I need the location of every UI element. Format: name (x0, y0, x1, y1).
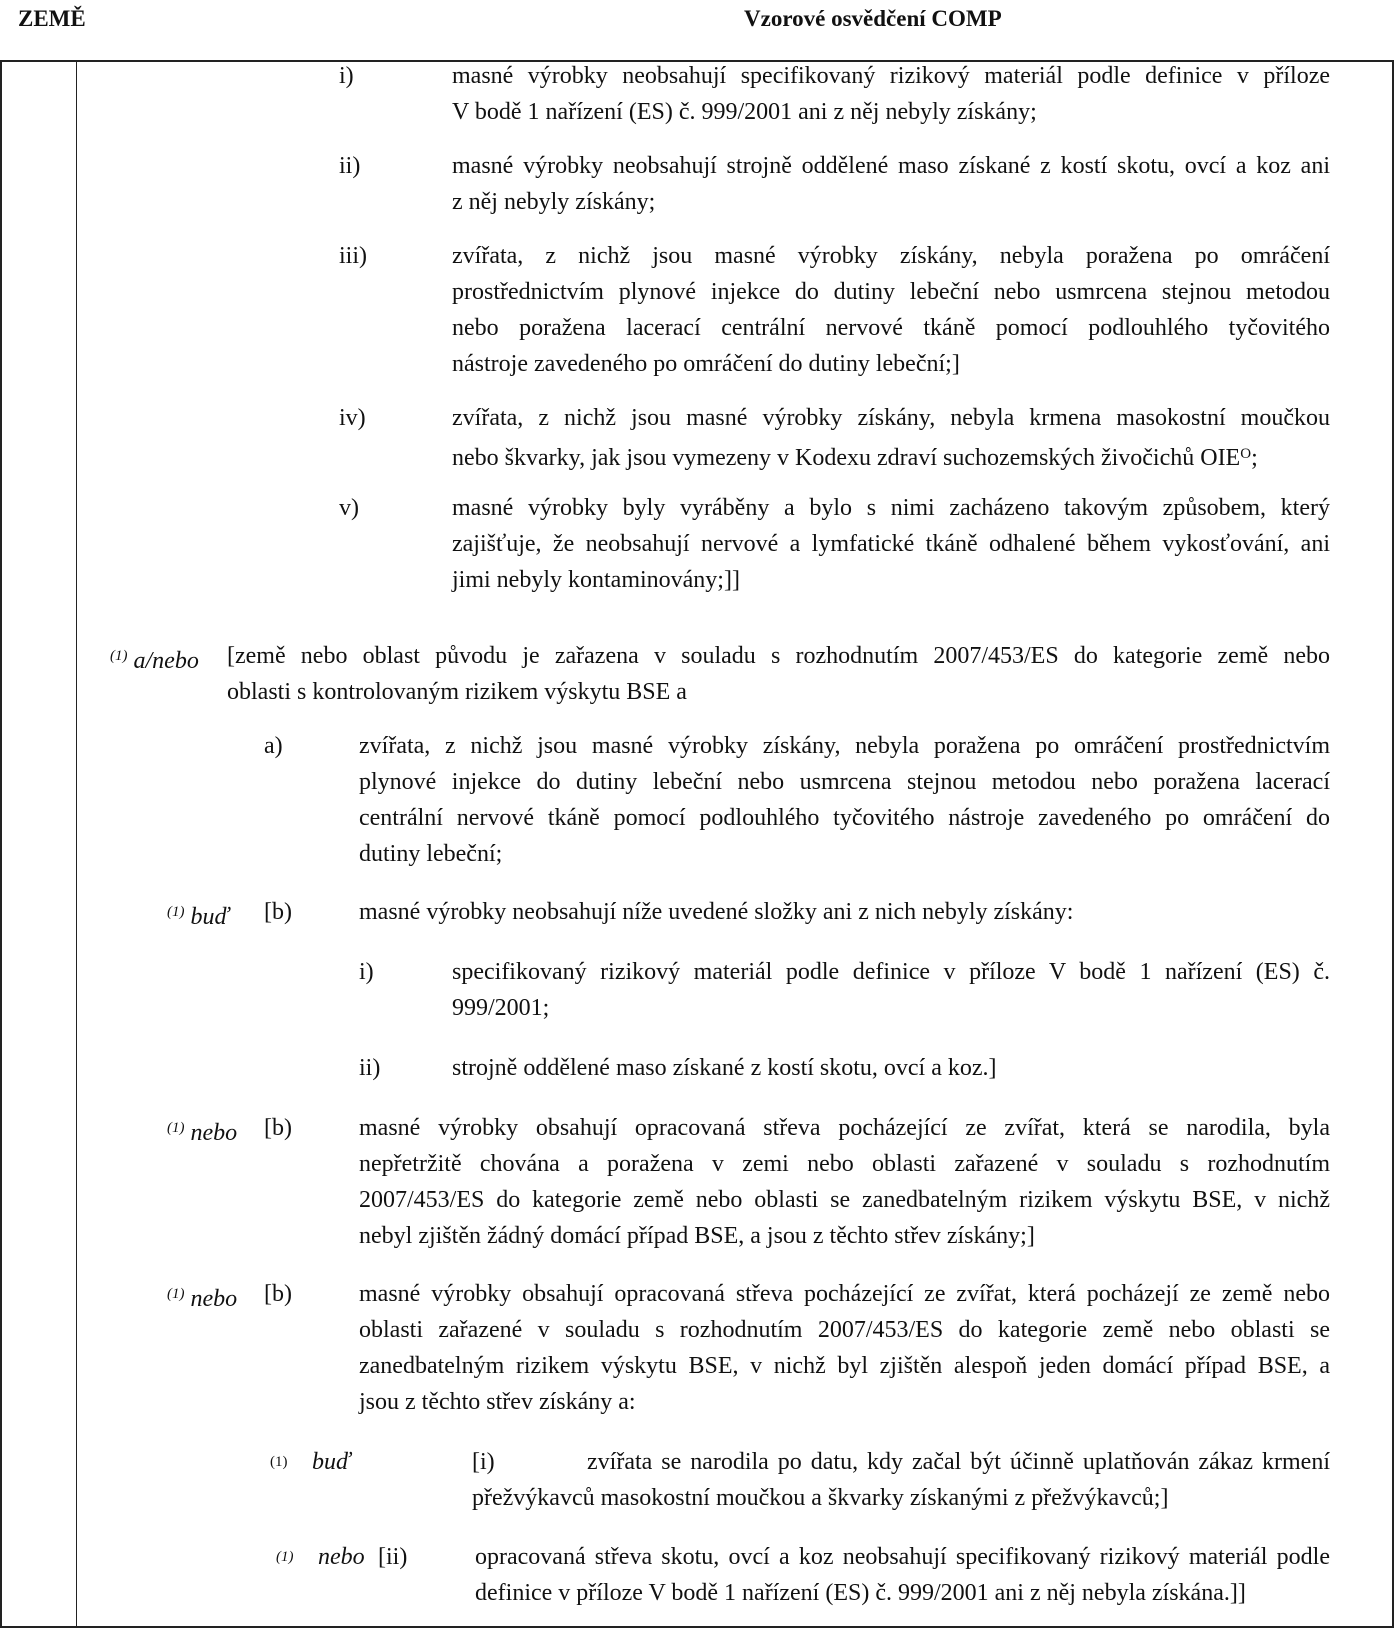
opt-ii-line-1: opracovaná střeva skotu, ovcí a koz neobsahují specifikovaný rizikový materiál podle (475, 1544, 1330, 1570)
b1-sub-i-line-2: 999/2001; (452, 995, 550, 1021)
item-i-line-1: masné výrobky neobsahují specifikovaný rizikový materiál podle definice v příloze (452, 63, 1330, 89)
b3-footnote: (1) (167, 1286, 185, 1302)
item-ii-line-1: masné výrobky neobsahují strojně oddělené maso získané z kostí skotu, ovcí a koz ani (452, 153, 1330, 179)
item-iv-label: iv) (339, 405, 366, 431)
b1-sub-i-line-1: specifikovaný rizikový materiál podle definice v příloze V bodě 1 nařízení (ES) č. (452, 959, 1330, 985)
item-a-line-2: plynové injekce do dutiny lebeční nebo usmrcena stejnou metodou nebo poražena lacerací (359, 769, 1330, 795)
item-a-line-3: centrální nervové tkáně pomocí podlouhlého tyčovitého nástroje zavedeného po omráčení do (359, 805, 1330, 831)
b3-line-2: oblasti zařazené v souladu s rozhodnutím 2007/453/ES do kategorie země nebo oblasti se (359, 1317, 1330, 1343)
certificate-title: Vzorové osvědčení COMP (744, 6, 1002, 31)
opt-i-label: [i) (472, 1449, 495, 1475)
b2-line-3: 2007/453/ES do kategorie země nebo oblasti se zanedbatelným rizikem výskytu BSE, v nichž (359, 1187, 1330, 1213)
item-i-label: i) (339, 63, 354, 89)
opt-i-marker: buď (312, 1449, 351, 1475)
item-v-line-1: masné výrobky byly vyráběny a bylo s nimi zacházeno takovým způsobem, který (452, 495, 1330, 521)
b3-marker (167, 1276, 237, 1317)
item-iv-line-1: zvířata, z nichž jsou masné výrobky získány, nebyla krmena masokostní moučkou (452, 405, 1330, 431)
opt-ii-footnote-text: (1) (276, 1549, 294, 1565)
opt-ii-line-2: definice v příloze V bodě 1 nařízení (ES) č. 999/2001 ani z něj nebyla získána.]] (475, 1580, 1246, 1606)
b1-line-1: masné výrobky neobsahují níže uvedené složky ani z nich nebyly získány: (359, 899, 1074, 925)
item-i-line-2: V bodě 1 nařízení (ES) č. 999/2001 ani z něj nebyly získány; (452, 99, 1037, 125)
and-or-line-1: [země nebo oblast původu je zařazena v souladu s rozhodnutím 2007/453/ES do kategorie země nebo (227, 643, 1330, 669)
and-or-marker (110, 638, 199, 679)
opt-i-footnote (270, 1444, 288, 1484)
b1-marker (167, 894, 229, 935)
item-iv-suffix: ; (1251, 445, 1258, 471)
item-iii-line-3: nebo poražena lacerací centrální nervové tkáně pomocí podlouhlého tyčovitého (452, 315, 1330, 341)
b1-sub-i-label: i) (359, 959, 374, 985)
item-iv-line-2-text: nebo škvarky, jak jsou vymezeny v Kodexu zdraví suchozemských živočichů OIE (452, 445, 1241, 471)
opt-i-line-1: zvířata se narodila po datu, kdy začal být účinně uplatňován zákaz krmení (587, 1449, 1330, 1475)
b1-footnote: (1) (167, 904, 185, 920)
b2-marker (167, 1110, 237, 1151)
opt-ii-label: [ii) (378, 1544, 408, 1570)
b2-marker-text: nebo (190, 1120, 238, 1146)
item-iii-label: iii) (339, 243, 367, 269)
item-iv-line-2 (452, 436, 1258, 476)
b1-label: [b) (264, 899, 292, 925)
column-divider (76, 62, 77, 1626)
b2-line-1: masné výrobky obsahují opracovaná střeva pocházející ze zvířat, která se narodila, byla (359, 1115, 1330, 1141)
item-iii-line-4: nástroje zavedeného po omráčení do dutiny lebeční;] (452, 351, 960, 377)
b3-line-4: jsou z těchto střev získány a: (359, 1389, 636, 1415)
and-or-line-2: oblasti s kontrolovaným rizikem výskytu BSE a (227, 679, 687, 705)
item-v-label: v) (339, 495, 359, 521)
b2-line-2: nepřetržitě chována a poražena v zemi nebo oblasti zařazené v souladu s rozhodnutím (359, 1151, 1330, 1177)
item-ii-label: ii) (339, 153, 361, 179)
item-ii-line-2: z něj nebyly získány; (452, 189, 656, 215)
b2-line-4: nebyl zjištěn žádný domácí případ BSE, a jsou z těchto střev získány;] (359, 1223, 1035, 1249)
and-or-marker-text: a/nebo (133, 648, 199, 674)
item-a-line-1: zvířata, z nichž jsou masné výrobky získány, nebyla poražena po omráčení prostřednictvím (359, 733, 1330, 759)
and-or-footnote: (1) (110, 648, 128, 664)
opt-i-line-2: přežvýkavců masokostní moučkou a škvarky získanými z přežvýkavců;] (472, 1485, 1169, 1511)
b1-marker-text: buď (190, 904, 230, 930)
item-a-label: a) (264, 733, 283, 759)
country-label: ZEMĚ (18, 6, 86, 31)
item-v-line-2: zajišťuje, že neobsahují nervové a lymfatické tkáně odhalené během vykosťování, ani (452, 531, 1330, 557)
b3-line-1: masné výrobky obsahují opracovaná střeva pocházející ze zvířat, která pocházejí ze země nebo (359, 1281, 1330, 1307)
b3-label: [b) (264, 1281, 292, 1307)
b1-sub-ii-line-1: strojně oddělené maso získané z kostí skotu, ovcí a koz.] (452, 1055, 997, 1081)
item-v-line-3: jimi nebyly kontaminovány;]] (452, 567, 740, 593)
item-iii-line-2: prostřednictvím plynové injekce do dutiny lebeční nebo usmrcena stejnou metodou (452, 279, 1330, 305)
opt-i-footnote-text: (1) (270, 1454, 288, 1470)
b2-label: [b) (264, 1115, 292, 1141)
item-a-line-4: dutiny lebeční; (359, 841, 503, 867)
b1-sub-ii-label: ii) (359, 1055, 381, 1081)
b3-marker-text: nebo (190, 1286, 238, 1312)
b3-line-3: zanedbatelným rizikem výskytu BSE, v nichž byl zjištěn alespoň jeden domácí případ BSE, a (359, 1353, 1330, 1379)
b2-footnote: (1) (167, 1120, 185, 1136)
item-iii-line-1: zvířata, z nichž jsou masné výrobky získány, nebyla poražena po omráčení (452, 243, 1330, 269)
opt-ii-footnote (276, 1539, 294, 1580)
opt-ii-marker: nebo (318, 1544, 365, 1570)
item-iv-superscript: O (1240, 446, 1252, 462)
